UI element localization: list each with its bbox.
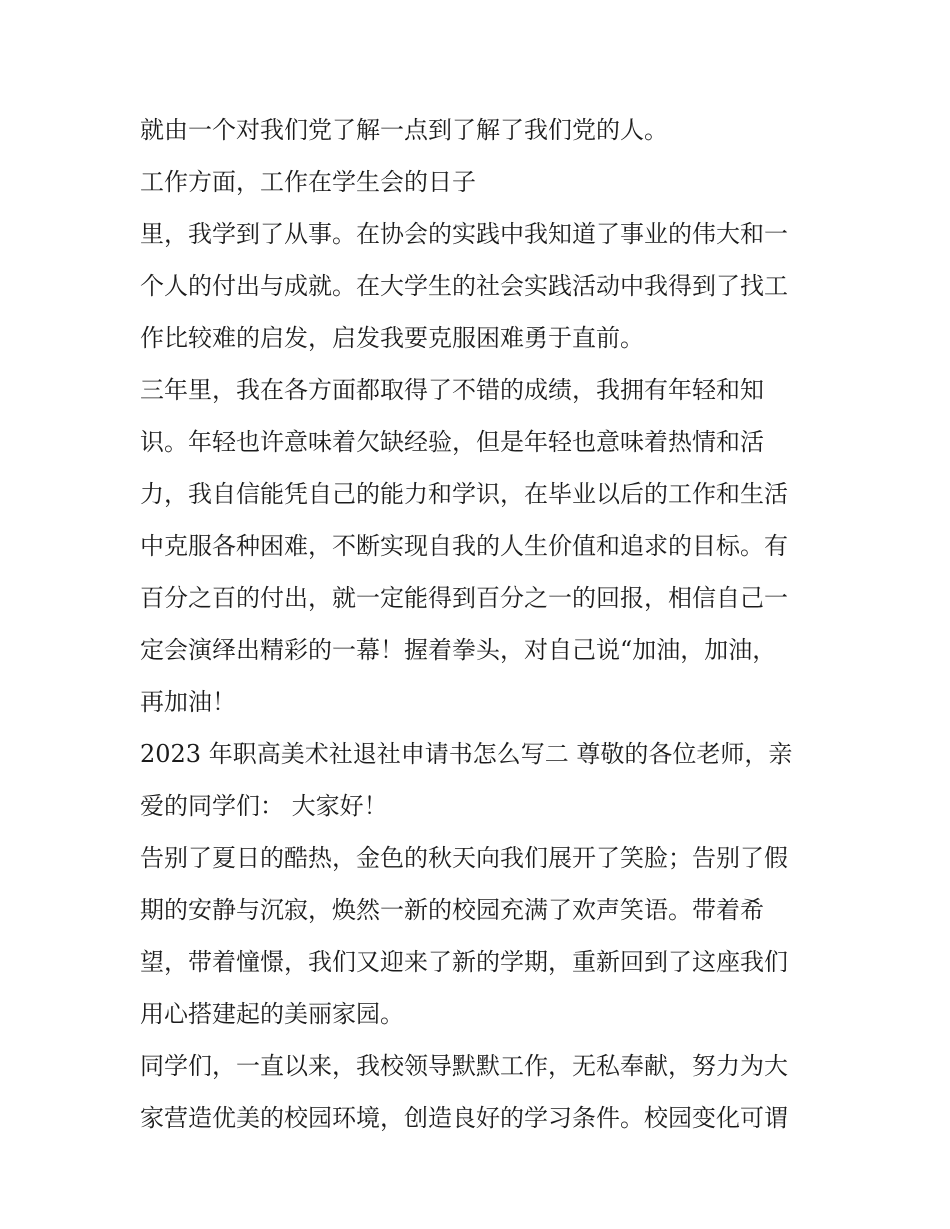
text-line: 爱的同学们： 大家好！ (140, 792, 388, 820)
text-line: 就由一个对我们党了解一点到了解了我们党的人。 (140, 116, 668, 144)
text-line: 告别了夏日的酷热，金色的秋天向我们展开了笑脸；告别了假 (140, 844, 788, 872)
text-line: 三年里，我在各方面都取得了不错的成绩，我拥有年轻和知 (140, 376, 764, 404)
text-line: 望，带着憧憬，我们又迎来了新的学期，重新回到了这座我们 (140, 948, 788, 976)
text-line: 同学们，一直以来，我校领导默默工作，无私奉献，努力为大 (140, 1052, 788, 1080)
text-line: 里，我学到了从事。在协会的实践中我知道了事业的伟大和一 (140, 220, 788, 248)
text-line: 再加油！ (140, 688, 236, 716)
text-line: 百分之百的付出，就一定能得到百分之一的回报，相信自己一 (140, 584, 788, 612)
text-line: 家营造优美的校园环境，创造良好的学习条件。校园变化可谓 (140, 1104, 788, 1132)
text-line: 工作方面，工作在学生会的日子 (140, 168, 476, 196)
text-line: 中克服各种困难，不断实现自我的人生价值和追求的目标。有 (140, 532, 788, 560)
text-line: 个人的付出与成就。在大学生的社会实践活动中我得到了找工 (140, 272, 788, 300)
text-line: 定会演绎出精彩的一幕！握着拳头，对自己说“加油，加油， (140, 636, 777, 664)
text-line: 用心搭建起的美丽家园。 (140, 1000, 404, 1028)
text-line: 作比较难的启发，启发我要克服困难勇于直前。 (140, 324, 644, 352)
text-line: 识。年轻也许意味着欠缺经验，但是年轻也意味着热情和活 (140, 428, 764, 456)
text-line: 2023 年职高美术社退社申请书怎么写二 尊敬的各位老师，亲 (140, 740, 793, 768)
document-body (140, 104, 820, 1144)
text-line: 期的安静与沉寂，焕然一新的校园充满了欢声笑语。带着希 (140, 896, 764, 924)
text-line: 力，我自信能凭自己的能力和学识，在毕业以后的工作和生活 (140, 480, 788, 508)
